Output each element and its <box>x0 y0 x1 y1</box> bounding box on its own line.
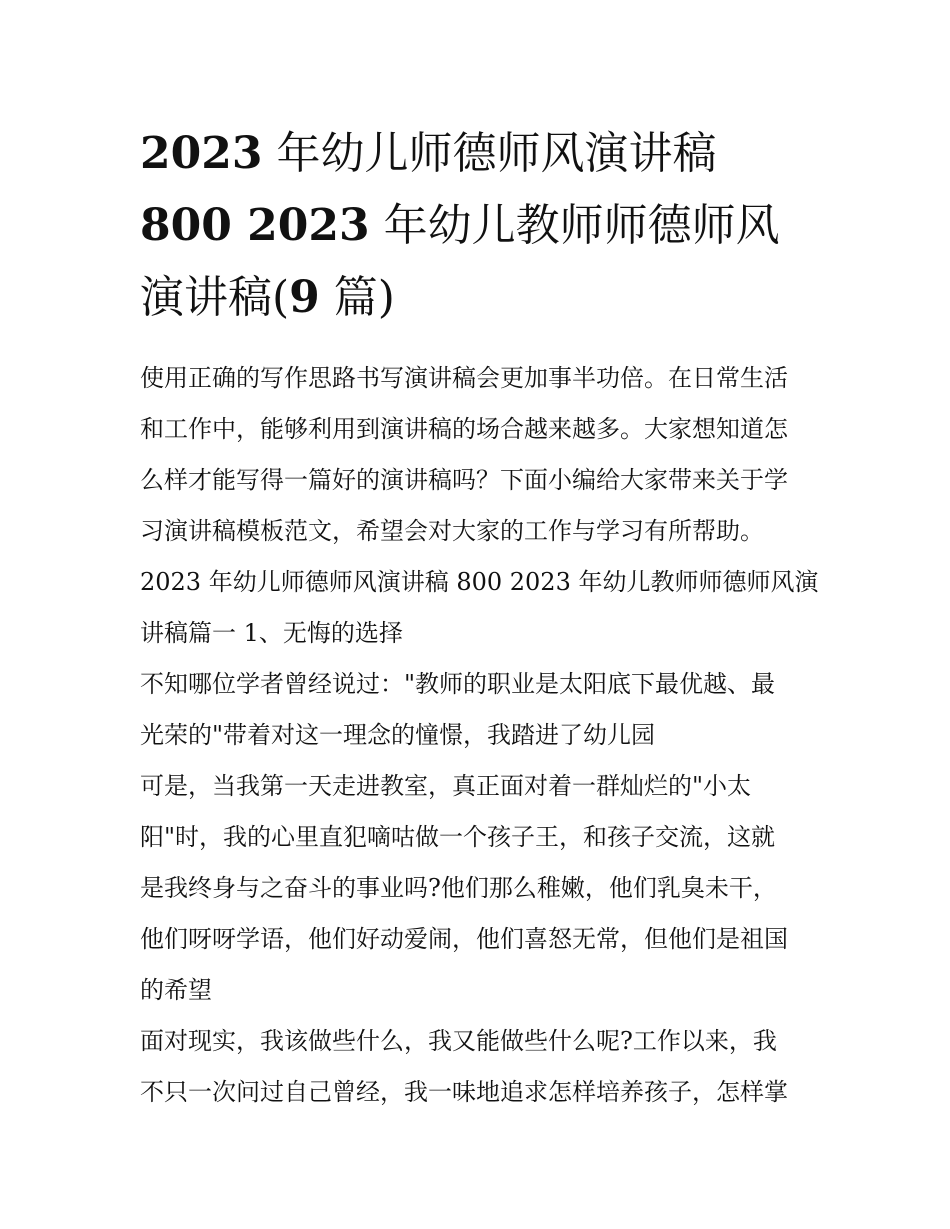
body-line: 么样才能写得一篇好的演讲稿吗？下面小编给大家带来关于学 <box>140 466 788 494</box>
title-count: 9 <box>289 272 320 323</box>
body-line: 使用正确的写作思路书写演讲稿会更加事半功倍。在日常生活 <box>140 364 788 392</box>
title-text: 年幼儿教师师德师风 <box>369 200 780 251</box>
body-line: 是我终身与之奋斗的事业吗?他们那么稚嫩，他们乳臭未干， <box>140 874 777 902</box>
title-text: 年幼儿师德师风演讲稿 <box>262 128 717 179</box>
title-line-3 <box>140 272 395 323</box>
body-line: 阳"时，我的心里直犯嘀咕做一个孩子王，和孩子交流，这就 <box>140 823 776 851</box>
title-line-1 <box>140 128 716 179</box>
body-line: 2023 年幼儿师德师风演讲稿 800 2023 年幼儿教师师德师风演 <box>140 568 819 596</box>
body-line: 面对现实，我该做些什么，我又能做些什么呢?工作以来，我 <box>140 1027 777 1055</box>
body-line: 和工作中，能够利用到演讲稿的场合越来越多。大家想知道怎 <box>140 415 788 443</box>
title-text: 演讲稿( <box>140 272 290 323</box>
body-line: 的希望 <box>140 976 212 1004</box>
body-line: 不知哪位学者曾经说过："教师的职业是太阳底下最优越、最 <box>140 670 776 698</box>
title-text: 篇) <box>319 272 395 323</box>
body-line: 可是，当我第一天走进教室，真正面对着一群灿烂的"小太 <box>140 772 752 800</box>
body-line: 不只一次问过自己曾经，我一味地追求怎样培养孩子，怎样掌 <box>140 1078 788 1106</box>
body-line: 习演讲稿模板范文，希望会对大家的工作与学习有所帮助。 <box>140 517 764 545</box>
title-number: 800 2023 <box>140 200 370 251</box>
document-title <box>140 118 820 334</box>
document-body <box>140 358 820 1123</box>
body-line: 讲稿篇一 1、无悔的选择 <box>140 619 403 647</box>
title-year: 2023 <box>140 128 263 179</box>
title-line-2 <box>140 200 780 251</box>
body-line: 他们呀呀学语，他们好动爱闹，他们喜怒无常，但他们是祖国 <box>140 925 788 953</box>
body-line: 光荣的"带着对这一理念的憧憬，我踏进了幼儿园 <box>140 721 656 749</box>
